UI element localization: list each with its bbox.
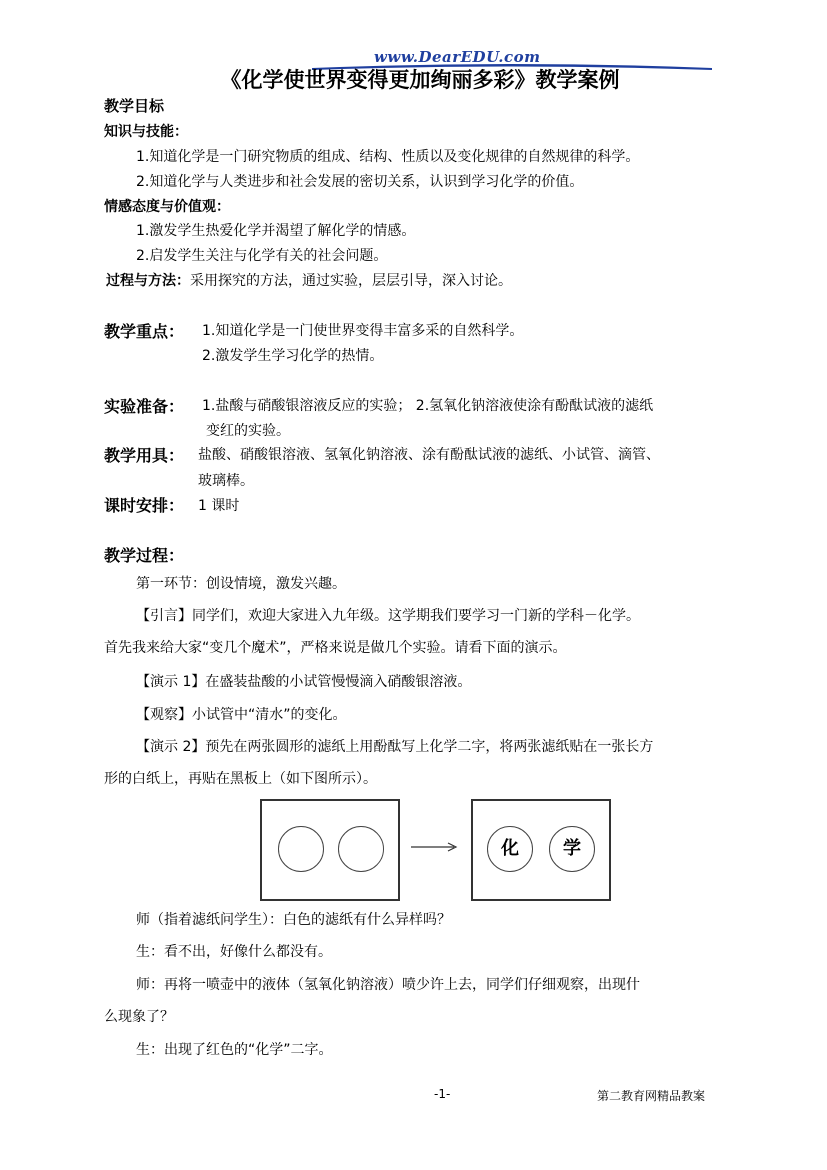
experiment-prep-heading: 实验准备： (104, 397, 185, 416)
filter-paper-hua (487, 826, 533, 872)
key-point-2: 2.激发学生学习化学的热情。 (202, 348, 384, 364)
key-points-heading: 教学重点： (104, 322, 185, 341)
tools-heading: 教学用具： (104, 446, 185, 465)
page-title: 《化学使世界变得更加绚丽多彩》教学案例 (220, 68, 620, 92)
student-answer-1: 生：看不出，好像什么都没有。 (136, 944, 332, 960)
intro-line-2: 首先我来给大家“变几个魔术”，严格来说是做几个实验。请看下面的演示。 (104, 640, 567, 656)
process-heading: 教学过程： (104, 546, 185, 565)
blank-paper-panel (260, 799, 400, 901)
arrow-right-icon (410, 840, 458, 854)
footer-source: 第二教育网精品教案 (597, 1089, 706, 1103)
filter-paper-xue (549, 826, 595, 872)
observe: 【观察】小试管中“清水”的变化。 (136, 707, 347, 723)
experiment-prep-line-1: 1.盐酸与硝酸银溶液反应的实验； 2.氢氧化钠溶液使涂有酚酞试液的滤纸 (202, 398, 654, 414)
logo-text: www.DearEDU.com (374, 48, 541, 66)
teacher-question-2-line-2: 么现象了？ (104, 1009, 174, 1025)
demo-1: 【演示 1】在盛装盐酸的小试管慢慢滴入硝酸银溶液。 (136, 674, 472, 690)
page-number: -1- (434, 1087, 451, 1101)
blank-filter-paper-right (338, 826, 384, 872)
teacher-question-2-line-1: 师：再将一喷壶中的液体（氢氧化钠溶液）喷少许上去，同学们仔细观察，出现什 (136, 977, 640, 993)
intro-line-1: 【引言】同学们，欢迎大家进入九年级。这学期我们要学习一门新的学科－化学。 (136, 608, 640, 624)
objectives-heading: 教学目标 (104, 97, 165, 115)
student-answer-2: 生：出现了红色的“化学”二字。 (136, 1042, 333, 1058)
knowledge-item-2: 2.知道化学与人类进步和社会发展的密切关系，认识到学习化学的价值。 (136, 174, 584, 190)
knowledge-heading: 知识与技能： (104, 124, 188, 140)
tools-line-2: 玻璃棒。 (198, 473, 254, 489)
method-text: 采用探究的方法，通过实验，层层引导，深入讨论。 (190, 273, 512, 289)
blank-filter-paper-left (278, 826, 324, 872)
experiment-prep-line-2: 变红的实验。 (206, 423, 290, 439)
demo-2-line-2: 形的白纸上，再贴在黑板上（如下图所示）。 (104, 771, 377, 787)
char-xue: 学 (563, 838, 581, 859)
key-point-1: 1.知道化学是一门使世界变得丰富多采的自然科学。 (202, 323, 524, 339)
emotion-heading: 情感态度与价值观： (104, 199, 230, 215)
teacher-question-1: 师（指着滤纸问学生）：白色的滤纸有什么异样吗？ (136, 912, 451, 928)
char-hua: 化 (501, 838, 519, 859)
method-line (106, 272, 512, 290)
knowledge-item-1: 1.知道化学是一门研究物质的组成、结构、性质以及变化规律的自然规律的科学。 (136, 149, 640, 165)
schedule-text: 1 课时 (198, 498, 240, 514)
method-heading: 过程与方法： (106, 273, 190, 289)
emotion-item-2: 2.启发学生关注与化学有关的社会问题。 (136, 248, 388, 264)
emotion-item-1: 1.激发学生热爱化学并渴望了解化学的情感。 (136, 223, 416, 239)
revealed-paper-panel (471, 799, 611, 901)
tools-line-1: 盐酸、硝酸银溶液、氢氧化钠溶液、涂有酚酞试液的滤纸、小试管、滴管、 (198, 447, 660, 463)
stage-1: 第一环节：创设情境，激发兴趣。 (136, 576, 346, 592)
demo-2-line-1: 【演示 2】预先在两张圆形的滤纸上用酚酞写上化学二字，将两张滤纸贴在一张长方 (136, 739, 654, 755)
schedule-heading: 课时安排： (104, 496, 185, 515)
